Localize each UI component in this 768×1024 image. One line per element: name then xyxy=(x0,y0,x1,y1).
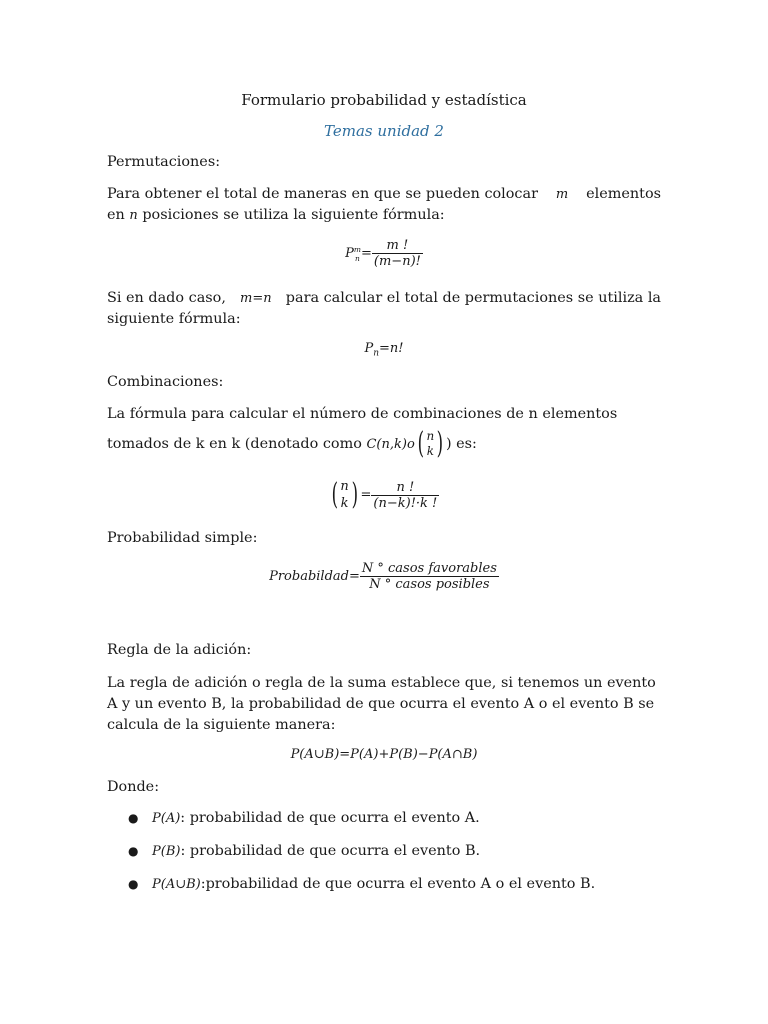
heading-probabilidad-simple: Probabilidad simple: xyxy=(107,530,258,546)
paragraph-line: calcula de la siguiente manera: xyxy=(107,717,336,733)
fraction-numerator: n ! xyxy=(396,479,415,495)
formula-lhs: Probabildad= xyxy=(269,569,360,584)
text-segment: en xyxy=(107,207,125,223)
text-segment: posiciones se utiliza la siguiente fórmula: xyxy=(142,207,445,223)
math-symbol: P(A) xyxy=(152,811,181,826)
math-expression: m=n xyxy=(240,291,272,306)
heading-permutaciones: Permutaciones: xyxy=(107,154,221,170)
fraction-denominator: N ° casos posibles xyxy=(360,576,499,592)
text-segment: Para obtener el total de maneras en que se pueden colocar xyxy=(107,186,538,202)
paragraph-combinaciones xyxy=(107,404,661,459)
formula-fraction xyxy=(372,238,423,269)
formula-lhs: P xyxy=(345,246,354,261)
paragraph-permutaciones-1 xyxy=(107,184,661,226)
document-title: Formulario probabilidad y estadística xyxy=(241,91,527,109)
formula-rhs: =n! xyxy=(379,341,404,356)
paragraph-permutaciones-2 xyxy=(107,288,661,330)
fraction-numerator: N ° casos favorables xyxy=(361,561,497,576)
formula-fraction xyxy=(371,480,439,511)
binomial-top: n xyxy=(426,429,435,443)
list-item xyxy=(128,876,595,892)
fraction-denominator: (n−k)!·k ! xyxy=(373,495,438,511)
formula-permutation: P m n = $\frac{m !}{(m-n)!}$ xyxy=(345,238,421,269)
paragraph-regla-adicion xyxy=(107,673,661,736)
bullet-icon: ● xyxy=(128,811,139,825)
paragraph-line: La regla de adición o regla de la suma establece que, si tenemos un evento xyxy=(107,675,656,691)
paragraph-line xyxy=(107,426,661,461)
list-item-text: :probabilidad de que ocurra el evento A o el evento B. xyxy=(200,876,596,892)
paragraph-line xyxy=(107,205,661,226)
paragraph-line: La fórmula para calcular el número de combinaciones de n elementos xyxy=(107,406,618,422)
formula-permutation-simple xyxy=(0,341,768,359)
formula-probabilidad-simple xyxy=(0,561,768,592)
binomial-bottom: k xyxy=(426,444,434,458)
formula-sub: n xyxy=(373,348,380,359)
paragraph-line: siguiente fórmula: xyxy=(107,311,241,327)
list-item-text: : probabilidad de que ocurra el evento B. xyxy=(180,843,481,859)
heading-regla-adicion: Regla de la adición: xyxy=(107,642,252,658)
formula-fraction xyxy=(360,561,499,592)
heading-combinaciones: Combinaciones: xyxy=(107,374,224,390)
formula-lhs: P xyxy=(364,341,374,356)
text-segment: elementos xyxy=(586,186,661,202)
text-segment: para calcular el total de permutaciones se utiliza la xyxy=(285,290,661,306)
paragraph-line xyxy=(107,184,661,205)
formula-sub: n xyxy=(355,253,360,263)
document-subtitle: Temas unidad 2 xyxy=(324,122,444,140)
text-segment: Si en dado caso, xyxy=(107,290,226,306)
text-segment: tomados de k en k (denotado como xyxy=(107,436,362,452)
formula-sup: m xyxy=(353,244,361,254)
binomial-inline: ( n k ) xyxy=(417,426,444,461)
list-item xyxy=(128,843,480,859)
list-item xyxy=(128,810,480,826)
bullet-icon: ● xyxy=(128,877,139,891)
math-symbol: P(B) xyxy=(152,844,181,859)
text-segment: ) es: xyxy=(445,436,477,452)
binomial-bottom: k xyxy=(340,496,349,511)
binomial-top: n xyxy=(340,479,349,494)
fraction-denominator: (m−n)! xyxy=(373,254,421,269)
formula-combination: ( n k ) = $\frac{n !}{(n-k)!\cdot k !}$ xyxy=(0,478,768,512)
math-symbol: m xyxy=(555,187,569,202)
binomial: ( n k ) xyxy=(331,477,358,512)
fraction-numerator: m ! xyxy=(386,238,409,253)
math-symbol: P(A∪B) xyxy=(152,877,201,892)
label-donde: Donde: xyxy=(107,779,160,795)
paragraph-line xyxy=(107,288,661,309)
list-item-text: : probabilidad de que ocurra el evento A. xyxy=(180,810,480,826)
math-expression: C(n,k)o xyxy=(366,437,415,452)
formula-regla-adicion: P(A∪B)=P(A)+P(B)−P(A∩B) xyxy=(290,747,478,762)
paragraph-line: A y un evento B, la probabilidad de que ocurra el evento A o el evento B se xyxy=(107,696,655,712)
math-symbol: n xyxy=(129,208,138,223)
bullet-icon: ● xyxy=(128,844,139,858)
